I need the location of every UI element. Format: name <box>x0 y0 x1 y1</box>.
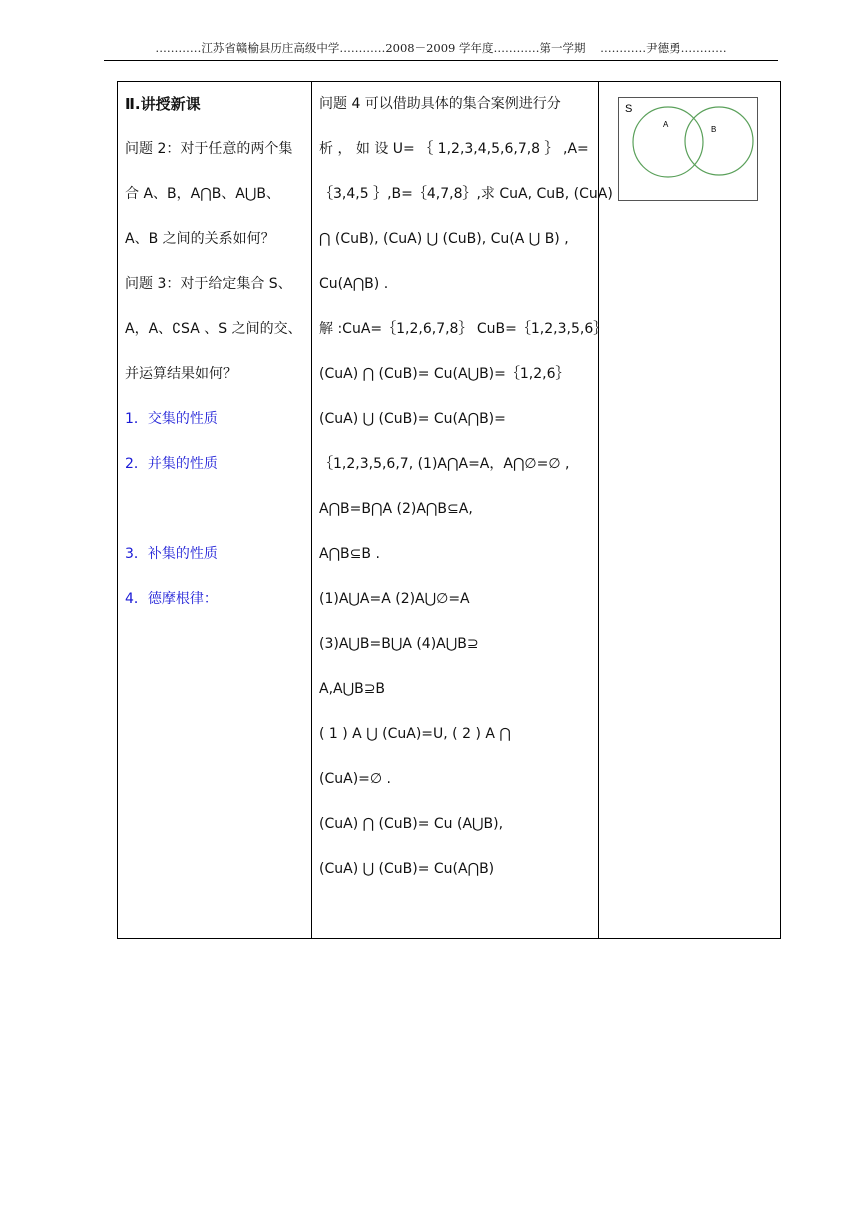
solution-line: (CuA) ⋃ (CuB)= Cu(A⋂B) <box>319 861 495 877</box>
page-header: …………江苏省赣榆县历庄高级中学…………2008－2009 学年度…………第一学期 …………尹德勇………… <box>104 40 778 61</box>
question-line: 问题 3：对于给定集合 S、 <box>125 276 292 292</box>
solution-line: A⋂B=B⋂A (2)A⋂B⊆A, <box>319 501 473 517</box>
solution-line: (CuA)=∅ . <box>319 771 391 787</box>
right-column <box>599 82 781 939</box>
lesson-table <box>117 81 781 939</box>
solution-line: (CuA) ⋂ (CuB)= Cu(A⋃B)=｛1,2,6｝ <box>319 366 570 382</box>
solution-line: A,A⋃B⊇B <box>319 681 386 697</box>
property-heading-de-morgan: 4．德摩根律： <box>125 591 218 607</box>
solution-line: (CuA) ⋂ (CuB)= Cu (A⋃B), <box>319 816 504 832</box>
solution-line: (3)A⋃B=B⋃A (4)A⋃B⊇ <box>319 636 479 652</box>
solution-line: (1)A⋃A=A (2)A⋃∅=A <box>319 591 470 607</box>
solution-line: Cu(A⋂B) . <box>319 276 389 292</box>
property-heading-intersection: 1．交集的性质 <box>125 411 218 427</box>
property-heading-complement: 3．补集的性质 <box>125 546 218 562</box>
set-b-circle <box>685 107 753 175</box>
left-column <box>118 82 312 939</box>
question-line: A、B 之间的关系如何？ <box>125 231 275 247</box>
question-line: 合 A、B，A⋂B、A⋃B、 <box>125 186 280 202</box>
middle-column <box>312 82 613 939</box>
venn-diagram <box>618 97 758 201</box>
solution-line: 解 :CuA=｛1,2,6,7,8｝ CuB=｛1,2,3,5,6｝ <box>319 321 608 337</box>
solution-line: ｛1,2,3,5,6,7, (1)A⋂A=A，A⋂∅=∅ , <box>319 456 570 472</box>
spacer <box>125 495 305 540</box>
solution-line: ｛3,4,5 ｝,B=｛4,7,8｝,求 CuA, CuB, (CuA) <box>319 186 613 202</box>
solution-line: 析 ， 如 设 U= ｛ 1,2,3,4,5,6,7,8 ｝ ,A= <box>319 141 589 157</box>
universe-label: S <box>625 103 633 115</box>
question-line: A，A、∁SA 、S 之间的交、 <box>125 321 302 337</box>
solution-line: ⋂ (CuB), (CuA) ⋃ (CuB), Cu(A ⋃ B) , <box>319 231 569 247</box>
solution-line: 问题 4 可以借助具体的集合案例进行分 <box>319 96 561 112</box>
property-heading-union: 2．并集的性质 <box>125 456 218 472</box>
solution-line: (CuA) ⋃ (CuB)= Cu(A⋂B)= <box>319 411 506 427</box>
question-line: 并运算结果如何？ <box>125 366 237 382</box>
section-title: Ⅱ.讲授新课 <box>125 95 201 113</box>
solution-line: ( 1 ) A ⋃ (CuA)=U, ( 2 ) A ⋂ <box>319 726 511 742</box>
set-b-label: B <box>711 125 717 134</box>
question-line: 问题 2：对于任意的两个集 <box>125 141 293 157</box>
set-a-circle <box>633 107 703 177</box>
set-a-label: A <box>663 120 669 129</box>
solution-line: A⋂B⊆B . <box>319 546 380 562</box>
